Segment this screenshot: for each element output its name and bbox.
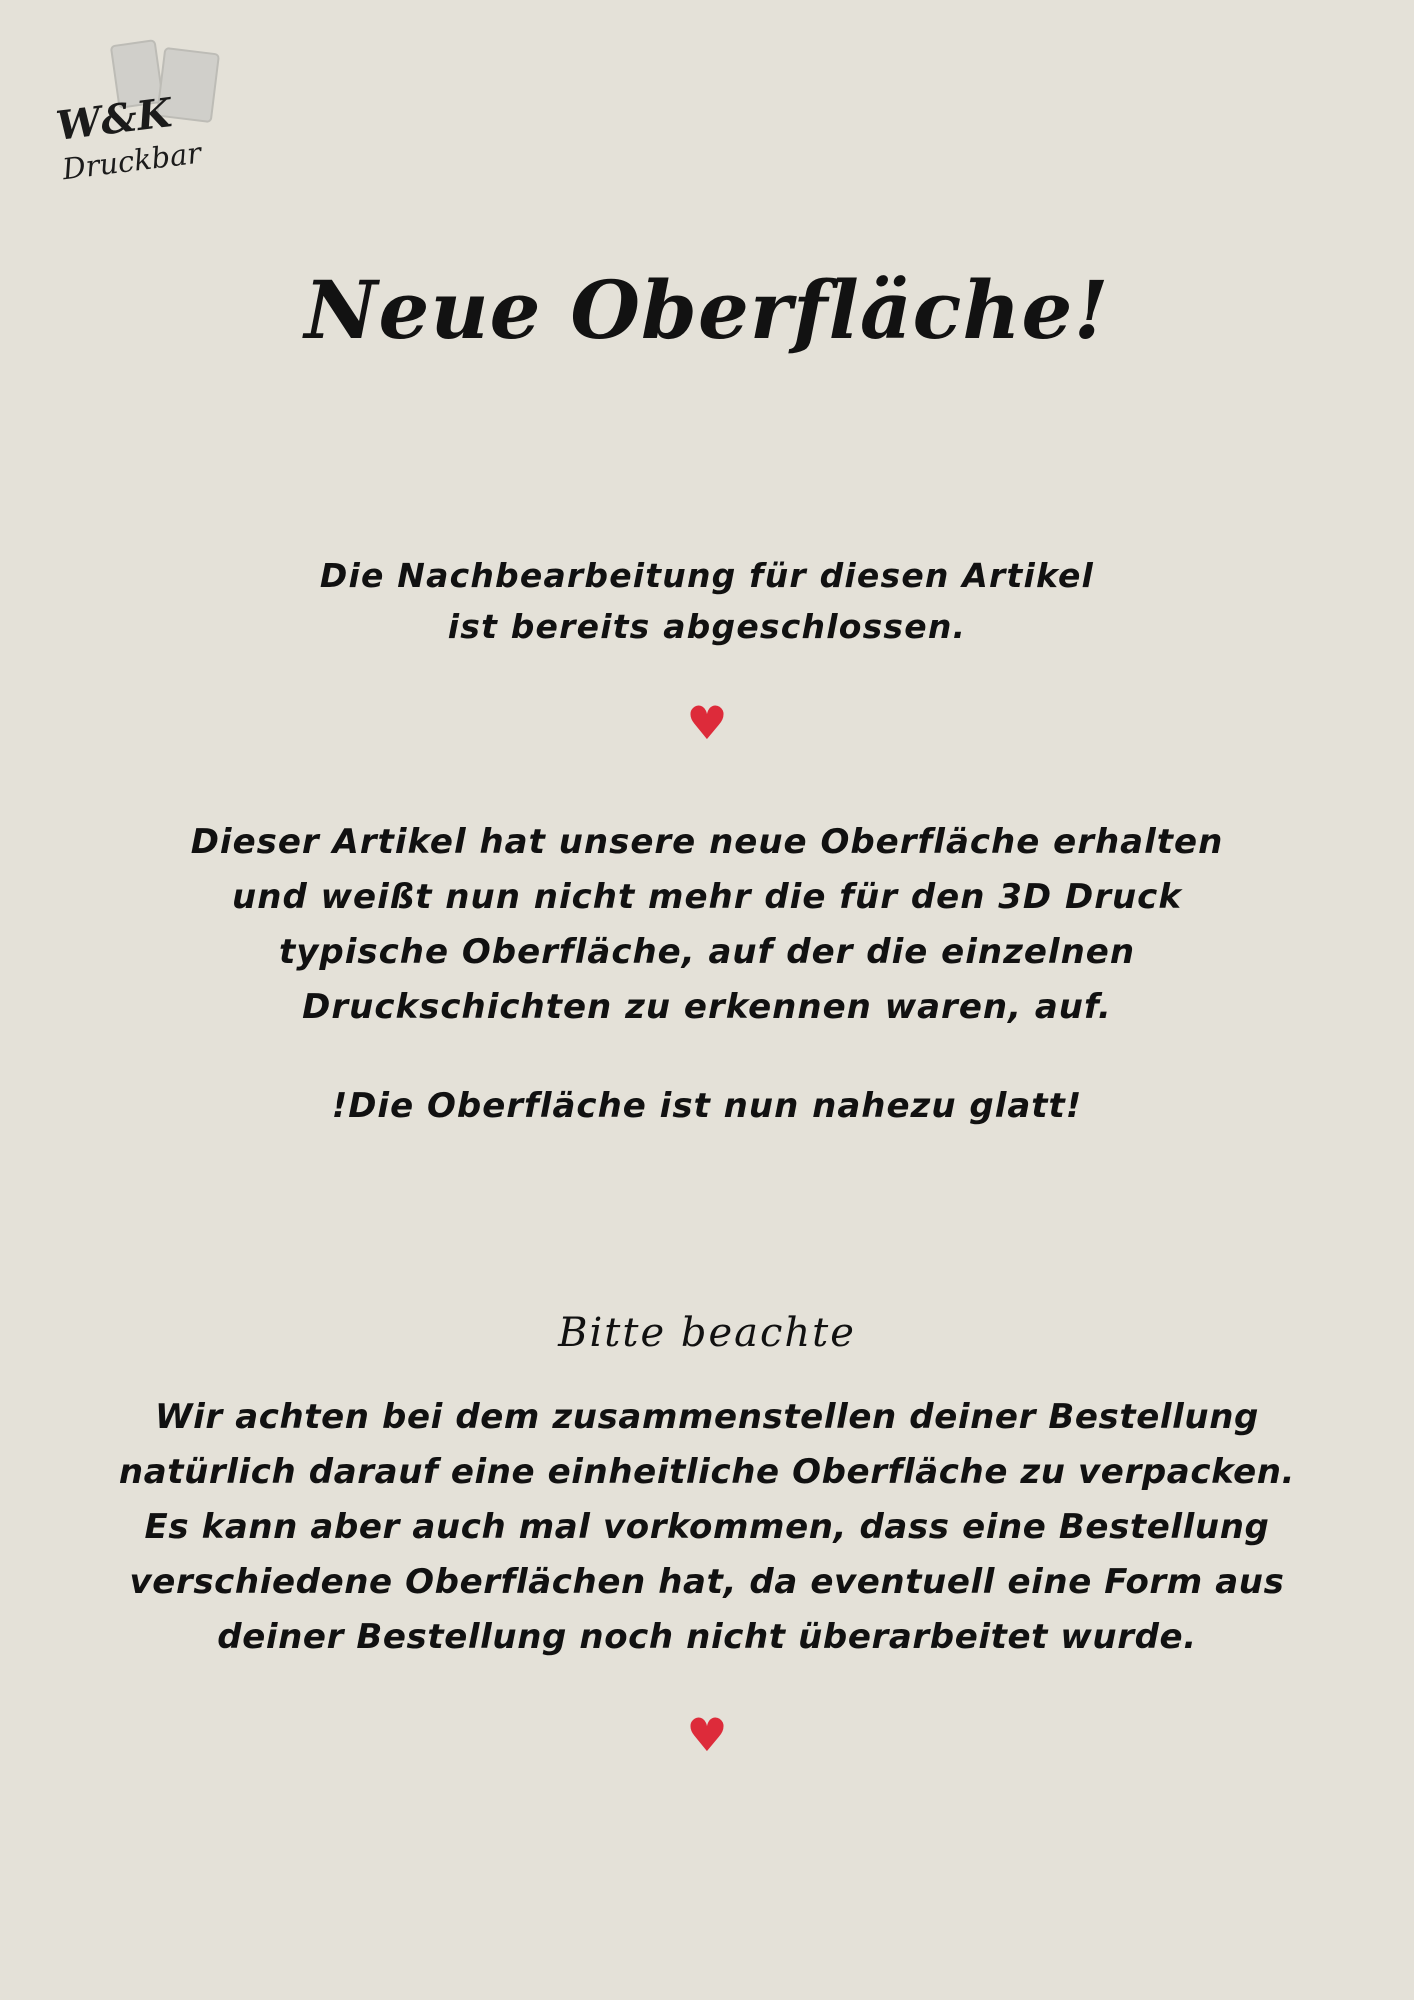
notice-line-5: deiner Bestellung noch nicht überarbeitet wurde. — [217, 1617, 1197, 1658]
intro-line-2: ist bereits abgeschlossen. — [447, 607, 967, 647]
body-highlight-line: !Die Oberfläche ist nun nahezu glatt! — [331, 1086, 1083, 1126]
body-line-3: typische Oberfläche, auf der die einzelnen — [278, 932, 1136, 973]
notice-line-2: natürlich darauf eine einheitliche Oberfläche zu verpacken. — [118, 1452, 1296, 1493]
brand-logo — [52, 34, 282, 187]
intro-paragraph — [0, 550, 1414, 652]
notice-line-1: Wir achten bei dem zusammenstellen deiner Bestellung — [155, 1397, 1259, 1437]
page-title: Neue Oberfläche! — [304, 263, 1110, 357]
body-line-2: und weißt nun nicht mehr die für den 3D Druck — [232, 877, 1182, 918]
notice-line-4: verschiedene Oberflächen hat, da eventuell eine Form aus — [129, 1562, 1285, 1603]
heart-icon: ♥ — [686, 1708, 728, 1762]
body-line-1: Dieser Artikel hat unsere neue Oberfläche erhalten — [190, 822, 1224, 862]
notice-line-3: Es kann aber auch mal vorkommen, dass eine Bestellung — [144, 1507, 1270, 1548]
logo-subtitle-text: Druckbar — [60, 135, 203, 187]
body-line-4: Druckschichten zu erkennen waren, auf. — [302, 987, 1112, 1028]
notice-paragraph — [0, 1390, 1414, 1665]
logo-brand-text: W&K — [53, 89, 175, 150]
notice-title: Bitte beachte — [558, 1310, 856, 1356]
body-paragraph — [0, 815, 1414, 1035]
intro-line-1: Die Nachbearbeitung für diesen Artikel — [319, 556, 1095, 595]
heart-icon: ♥ — [686, 696, 728, 750]
